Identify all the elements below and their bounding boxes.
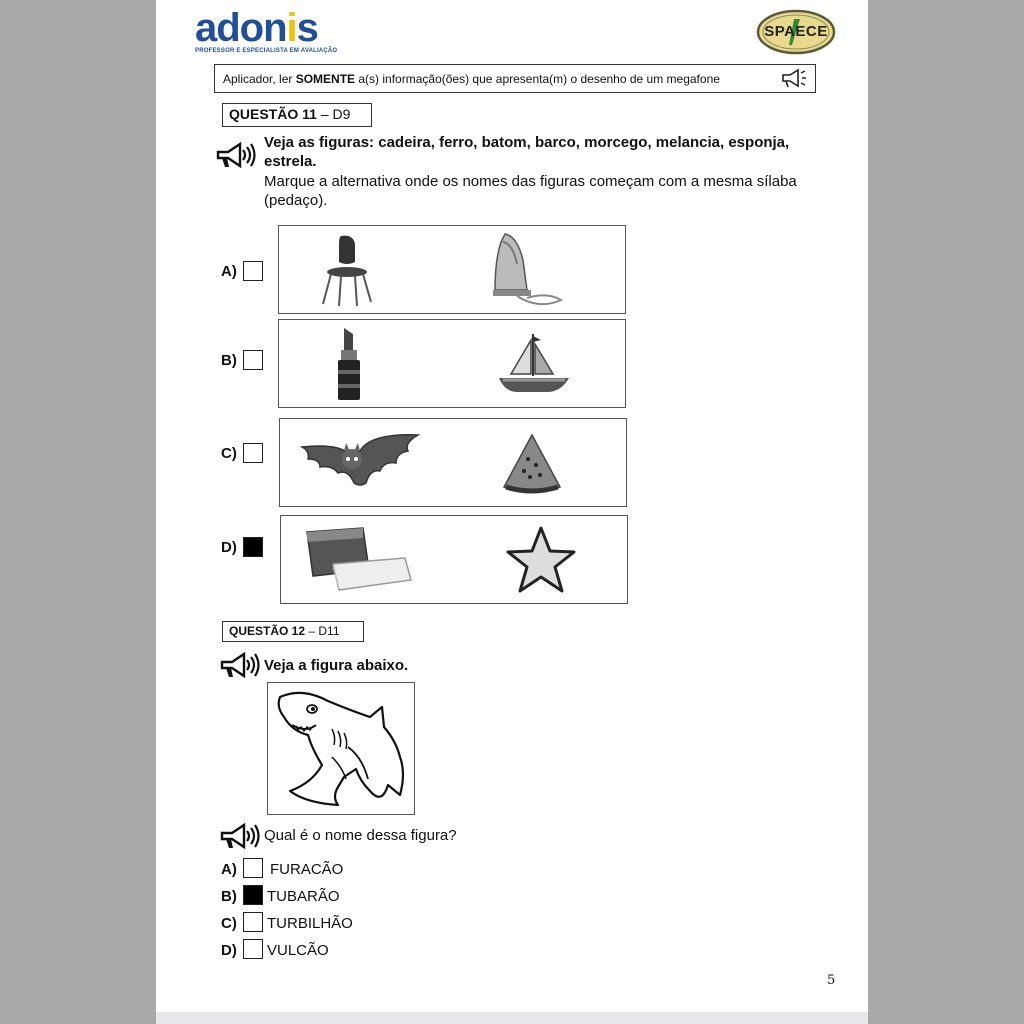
q12-option-a-checkbox[interactable]	[243, 858, 263, 878]
q12-option-d-checkbox[interactable]	[243, 939, 263, 959]
q12-figure-frame	[267, 682, 415, 815]
notice-prefix: Aplicador, ler	[223, 72, 296, 86]
option-letter: C)	[221, 915, 237, 932]
megaphone-icon	[218, 651, 262, 684]
option-letter: B)	[221, 888, 237, 905]
q11-option-c-images	[279, 418, 627, 507]
q11-instruction-bold: Veja as figuras: cadeira, ferro, batom, barco, morcego, melancia, esponja, estrela.	[264, 134, 790, 170]
logo-text-end: s	[296, 6, 318, 50]
page-number: 5	[827, 973, 836, 988]
q11-descriptor: – D9	[316, 106, 351, 122]
q11-option-c-checkbox[interactable]	[243, 443, 263, 463]
sailboat-image	[497, 330, 571, 396]
q11-option-a-images	[278, 225, 626, 314]
option-text: TUBARÃO	[267, 888, 340, 905]
q12-title: QUESTÃO 12	[229, 624, 306, 638]
megaphone-icon	[214, 141, 258, 174]
option-text: VULCÃO	[267, 942, 329, 959]
sponge-image	[303, 524, 415, 594]
option-text: FURACÃO	[270, 861, 344, 878]
logo-text-main: adon	[195, 6, 287, 50]
megaphone-icon	[218, 822, 262, 855]
adonis-logo	[195, 8, 337, 54]
badge-text: SPAECE	[764, 23, 828, 40]
applicator-notice	[214, 64, 816, 93]
option-letter: A)	[221, 263, 237, 280]
q12-instruction: Veja a figura abaixo.	[264, 657, 409, 674]
option-letter: B)	[221, 352, 237, 369]
q11-title: QUESTÃO 11	[229, 106, 317, 122]
megaphone-icon	[781, 67, 807, 99]
q11-option-b-checkbox[interactable]	[243, 350, 263, 370]
q11-option-d-images	[280, 515, 628, 604]
notice-suffix: a(s) informação(ões) que apresenta(m) o desenho de um megafone	[355, 72, 720, 86]
shark-image	[272, 687, 410, 809]
spaece-badge	[756, 9, 836, 55]
chair-image	[317, 232, 377, 310]
option-letter: A)	[221, 861, 237, 878]
q11-option-d-checkbox[interactable]	[243, 537, 263, 557]
option-letter: C)	[221, 445, 237, 462]
iron-image	[487, 230, 567, 310]
option-letter: D)	[221, 539, 237, 556]
logo-subtitle: PROFESSOR E ESPECIALISTA EM AVALIAÇÃO	[195, 48, 338, 54]
q12-option-b-checkbox[interactable]	[243, 885, 263, 905]
q12-option-c-checkbox[interactable]	[243, 912, 263, 932]
q11-option-b-images	[278, 319, 626, 408]
q12-question: Qual é o nome dessa figura?	[264, 827, 457, 844]
q11-option-a-checkbox[interactable]	[243, 261, 263, 281]
q11-instruction: Marque a alternativa onde os nomes das figuras começam com a mesma sílaba (pedaço).	[264, 173, 797, 209]
star-image	[505, 524, 577, 596]
notice-bold: SOMENTE	[295, 72, 356, 86]
logo-text-i: i	[286, 6, 297, 50]
page-bottom-edge	[156, 1012, 868, 1024]
question-12-label	[222, 621, 364, 642]
bat-image	[300, 429, 420, 495]
q12-descriptor: – D11	[305, 624, 340, 638]
watermelon-image	[500, 431, 564, 495]
lipstick-image	[335, 324, 365, 404]
option-text: TURBILHÃO	[267, 915, 353, 932]
option-letter: D)	[221, 942, 237, 959]
question-11-label	[222, 103, 372, 127]
